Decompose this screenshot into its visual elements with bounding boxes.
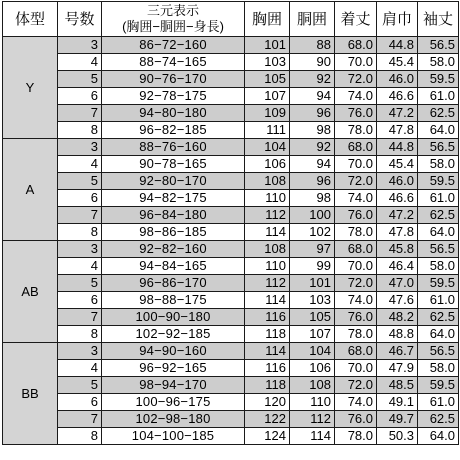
waist-cell: 94 (290, 88, 335, 105)
dimensions-cell: 100−90−180 (102, 309, 245, 326)
dimensions-cell: 90−78−165 (102, 156, 245, 173)
waist-cell: 100 (290, 207, 335, 224)
table-row (3, 71, 459, 88)
sleeve-cell: 64.0 (418, 224, 459, 241)
sleeve-cell: 59.5 (418, 377, 459, 394)
header-sleeve: 袖丈 (418, 2, 459, 37)
size-number-cell: 4 (58, 360, 102, 377)
header-dimensions-line1: 三元表示 (146, 3, 199, 18)
dimensions-cell: 94−80−180 (102, 105, 245, 122)
length-cell: 78.0 (335, 326, 377, 343)
size-number-cell: 4 (58, 156, 102, 173)
sleeve-cell: 62.5 (418, 411, 459, 428)
shoulder-cell: 50.3 (377, 428, 418, 445)
chest-cell: 110 (245, 190, 290, 207)
shoulder-cell: 47.6 (377, 292, 418, 309)
size-number-cell: 7 (58, 105, 102, 122)
dimensions-cell: 96−84−180 (102, 207, 245, 224)
shoulder-cell: 46.6 (377, 88, 418, 105)
shoulder-cell: 45.8 (377, 241, 418, 258)
shoulder-cell: 44.8 (377, 139, 418, 156)
length-cell: 74.0 (335, 394, 377, 411)
shoulder-cell: 47.8 (377, 224, 418, 241)
waist-cell: 96 (290, 173, 335, 190)
chest-cell: 109 (245, 105, 290, 122)
length-cell: 68.0 (335, 241, 377, 258)
length-cell: 76.0 (335, 411, 377, 428)
sleeve-cell: 62.5 (418, 207, 459, 224)
length-cell: 68.0 (335, 343, 377, 360)
sleeve-cell: 59.5 (418, 275, 459, 292)
table-row (3, 309, 459, 326)
chest-cell: 124 (245, 428, 290, 445)
shoulder-cell: 46.0 (377, 71, 418, 88)
size-number-cell: 6 (58, 190, 102, 207)
sleeve-cell: 58.0 (418, 54, 459, 71)
table-row (3, 292, 459, 309)
sleeve-cell: 59.5 (418, 173, 459, 190)
size-number-cell: 8 (58, 224, 102, 241)
waist-cell: 108 (290, 377, 335, 394)
shoulder-cell: 45.4 (377, 156, 418, 173)
shoulder-cell: 46.4 (377, 258, 418, 275)
sleeve-cell: 56.5 (418, 241, 459, 258)
header-chest: 胸囲 (245, 2, 290, 37)
sleeve-cell: 61.0 (418, 190, 459, 207)
chest-cell: 112 (245, 275, 290, 292)
sleeve-cell: 61.0 (418, 292, 459, 309)
sleeve-cell: 59.5 (418, 71, 459, 88)
header-shoulder: 肩巾 (377, 2, 418, 37)
dimensions-cell: 94−82−175 (102, 190, 245, 207)
shoulder-cell: 47.9 (377, 360, 418, 377)
chest-cell: 101 (245, 37, 290, 54)
shoulder-cell: 47.2 (377, 207, 418, 224)
table-row (3, 241, 459, 258)
dimensions-cell: 104−100−185 (102, 428, 245, 445)
table-row (3, 88, 459, 105)
table-row (3, 428, 459, 445)
waist-cell: 98 (290, 190, 335, 207)
table-row (3, 394, 459, 411)
length-cell: 78.0 (335, 122, 377, 139)
shoulder-cell: 48.2 (377, 309, 418, 326)
length-cell: 68.0 (335, 139, 377, 156)
table-row (3, 139, 459, 156)
length-cell: 74.0 (335, 190, 377, 207)
shoulder-cell: 47.0 (377, 275, 418, 292)
chest-cell: 120 (245, 394, 290, 411)
size-number-cell: 5 (58, 377, 102, 394)
sleeve-cell: 58.0 (418, 360, 459, 377)
length-cell: 72.0 (335, 377, 377, 394)
chest-cell: 108 (245, 241, 290, 258)
header-length: 着丈 (335, 2, 377, 37)
waist-cell: 88 (290, 37, 335, 54)
chest-cell: 111 (245, 122, 290, 139)
dimensions-cell: 92−80−170 (102, 173, 245, 190)
size-number-cell: 7 (58, 309, 102, 326)
waist-cell: 101 (290, 275, 335, 292)
length-cell: 72.0 (335, 173, 377, 190)
chest-cell: 105 (245, 71, 290, 88)
chest-cell: 118 (245, 377, 290, 394)
shoulder-cell: 49.7 (377, 411, 418, 428)
sleeve-cell: 64.0 (418, 122, 459, 139)
dimensions-cell: 96−82−185 (102, 122, 245, 139)
chest-cell: 114 (245, 292, 290, 309)
table-body (3, 37, 459, 445)
dimensions-cell: 86−72−160 (102, 37, 245, 54)
shoulder-cell: 47.2 (377, 105, 418, 122)
table-row (3, 156, 459, 173)
body-type-cell: BB (3, 343, 58, 445)
table-row (3, 411, 459, 428)
body-type-cell: Y (3, 37, 58, 139)
chest-cell: 110 (245, 258, 290, 275)
header-type: 体型 (3, 2, 58, 37)
dimensions-cell: 92−82−160 (102, 241, 245, 258)
waist-cell: 106 (290, 360, 335, 377)
chest-cell: 118 (245, 326, 290, 343)
size-number-cell: 6 (58, 292, 102, 309)
size-number-cell: 3 (58, 343, 102, 360)
size-number-cell: 8 (58, 428, 102, 445)
size-number-cell: 7 (58, 411, 102, 428)
size-number-cell: 3 (58, 241, 102, 258)
size-number-cell: 5 (58, 173, 102, 190)
chest-cell: 114 (245, 224, 290, 241)
dimensions-cell: 98−86−185 (102, 224, 245, 241)
length-cell: 78.0 (335, 224, 377, 241)
dimensions-cell: 102−92−185 (102, 326, 245, 343)
size-number-cell: 6 (58, 394, 102, 411)
sleeve-cell: 64.0 (418, 428, 459, 445)
waist-cell: 114 (290, 428, 335, 445)
dimensions-cell: 88−74−165 (102, 54, 245, 71)
sleeve-cell: 62.5 (418, 309, 459, 326)
size-number-cell: 3 (58, 37, 102, 54)
length-cell: 72.0 (335, 275, 377, 292)
shoulder-cell: 47.8 (377, 122, 418, 139)
table-row (3, 173, 459, 190)
dimensions-cell: 96−86−170 (102, 275, 245, 292)
sleeve-cell: 61.0 (418, 88, 459, 105)
dimensions-cell: 102−98−180 (102, 411, 245, 428)
length-cell: 72.0 (335, 71, 377, 88)
dimensions-cell: 98−88−175 (102, 292, 245, 309)
length-cell: 70.0 (335, 54, 377, 71)
waist-cell: 90 (290, 54, 335, 71)
header-dimensions (102, 2, 245, 37)
sleeve-cell: 58.0 (418, 156, 459, 173)
chest-cell: 112 (245, 207, 290, 224)
size-number-cell: 7 (58, 207, 102, 224)
chest-cell: 114 (245, 343, 290, 360)
waist-cell: 92 (290, 139, 335, 156)
size-number-cell: 8 (58, 326, 102, 343)
waist-cell: 104 (290, 343, 335, 360)
sleeve-cell: 62.5 (418, 105, 459, 122)
shoulder-cell: 45.4 (377, 54, 418, 71)
table-row (3, 207, 459, 224)
length-cell: 76.0 (335, 105, 377, 122)
waist-cell: 99 (290, 258, 335, 275)
length-cell: 74.0 (335, 292, 377, 309)
length-cell: 68.0 (335, 37, 377, 54)
waist-cell: 110 (290, 394, 335, 411)
dimensions-cell: 94−84−165 (102, 258, 245, 275)
waist-cell: 105 (290, 309, 335, 326)
length-cell: 78.0 (335, 428, 377, 445)
table-row (3, 343, 459, 360)
waist-cell: 97 (290, 241, 335, 258)
table-row (3, 326, 459, 343)
size-number-cell: 4 (58, 54, 102, 71)
shoulder-cell: 46.6 (377, 190, 418, 207)
waist-cell: 107 (290, 326, 335, 343)
sleeve-cell: 56.5 (418, 37, 459, 54)
size-number-cell: 5 (58, 275, 102, 292)
table-row (3, 377, 459, 394)
shoulder-cell: 48.5 (377, 377, 418, 394)
length-cell: 74.0 (335, 88, 377, 105)
chest-cell: 122 (245, 411, 290, 428)
chest-cell: 116 (245, 360, 290, 377)
waist-cell: 103 (290, 292, 335, 309)
table-row (3, 122, 459, 139)
size-table (2, 1, 459, 445)
shoulder-cell: 49.1 (377, 394, 418, 411)
chest-cell: 108 (245, 173, 290, 190)
sleeve-cell: 64.0 (418, 326, 459, 343)
table-row (3, 360, 459, 377)
length-cell: 70.0 (335, 258, 377, 275)
waist-cell: 94 (290, 156, 335, 173)
chest-cell: 103 (245, 54, 290, 71)
dimensions-cell: 92−78−175 (102, 88, 245, 105)
header-dimensions-line2: (胸囲−胴囲−身長) (122, 19, 224, 34)
size-number-cell: 3 (58, 139, 102, 156)
body-type-cell: AB (3, 241, 58, 343)
length-cell: 70.0 (335, 156, 377, 173)
dimensions-cell: 98−94−170 (102, 377, 245, 394)
sleeve-cell: 56.5 (418, 139, 459, 156)
chest-cell: 107 (245, 88, 290, 105)
table-row (3, 37, 459, 54)
waist-cell: 92 (290, 71, 335, 88)
dimensions-cell: 90−76−170 (102, 71, 245, 88)
waist-cell: 96 (290, 105, 335, 122)
table-row (3, 54, 459, 71)
size-chart (2, 1, 458, 445)
shoulder-cell: 48.8 (377, 326, 418, 343)
table-row (3, 105, 459, 122)
waist-cell: 98 (290, 122, 335, 139)
length-cell: 76.0 (335, 309, 377, 326)
length-cell: 70.0 (335, 360, 377, 377)
chest-cell: 116 (245, 309, 290, 326)
table-row (3, 224, 459, 241)
sleeve-cell: 58.0 (418, 258, 459, 275)
chest-cell: 106 (245, 156, 290, 173)
shoulder-cell: 46.0 (377, 173, 418, 190)
header-number: 号数 (58, 2, 102, 37)
dimensions-cell: 88−76−160 (102, 139, 245, 156)
size-number-cell: 6 (58, 88, 102, 105)
header-waist: 胴囲 (290, 2, 335, 37)
dimensions-cell: 94−90−160 (102, 343, 245, 360)
chest-cell: 104 (245, 139, 290, 156)
header-row (3, 2, 459, 37)
table-row (3, 258, 459, 275)
dimensions-cell: 96−92−165 (102, 360, 245, 377)
waist-cell: 102 (290, 224, 335, 241)
sleeve-cell: 56.5 (418, 343, 459, 360)
waist-cell: 112 (290, 411, 335, 428)
size-number-cell: 8 (58, 122, 102, 139)
length-cell: 76.0 (335, 207, 377, 224)
shoulder-cell: 46.7 (377, 343, 418, 360)
sleeve-cell: 61.0 (418, 394, 459, 411)
size-number-cell: 4 (58, 258, 102, 275)
body-type-cell: A (3, 139, 58, 241)
size-number-cell: 5 (58, 71, 102, 88)
table-row (3, 190, 459, 207)
shoulder-cell: 44.8 (377, 37, 418, 54)
table-row (3, 275, 459, 292)
dimensions-cell: 100−96−175 (102, 394, 245, 411)
